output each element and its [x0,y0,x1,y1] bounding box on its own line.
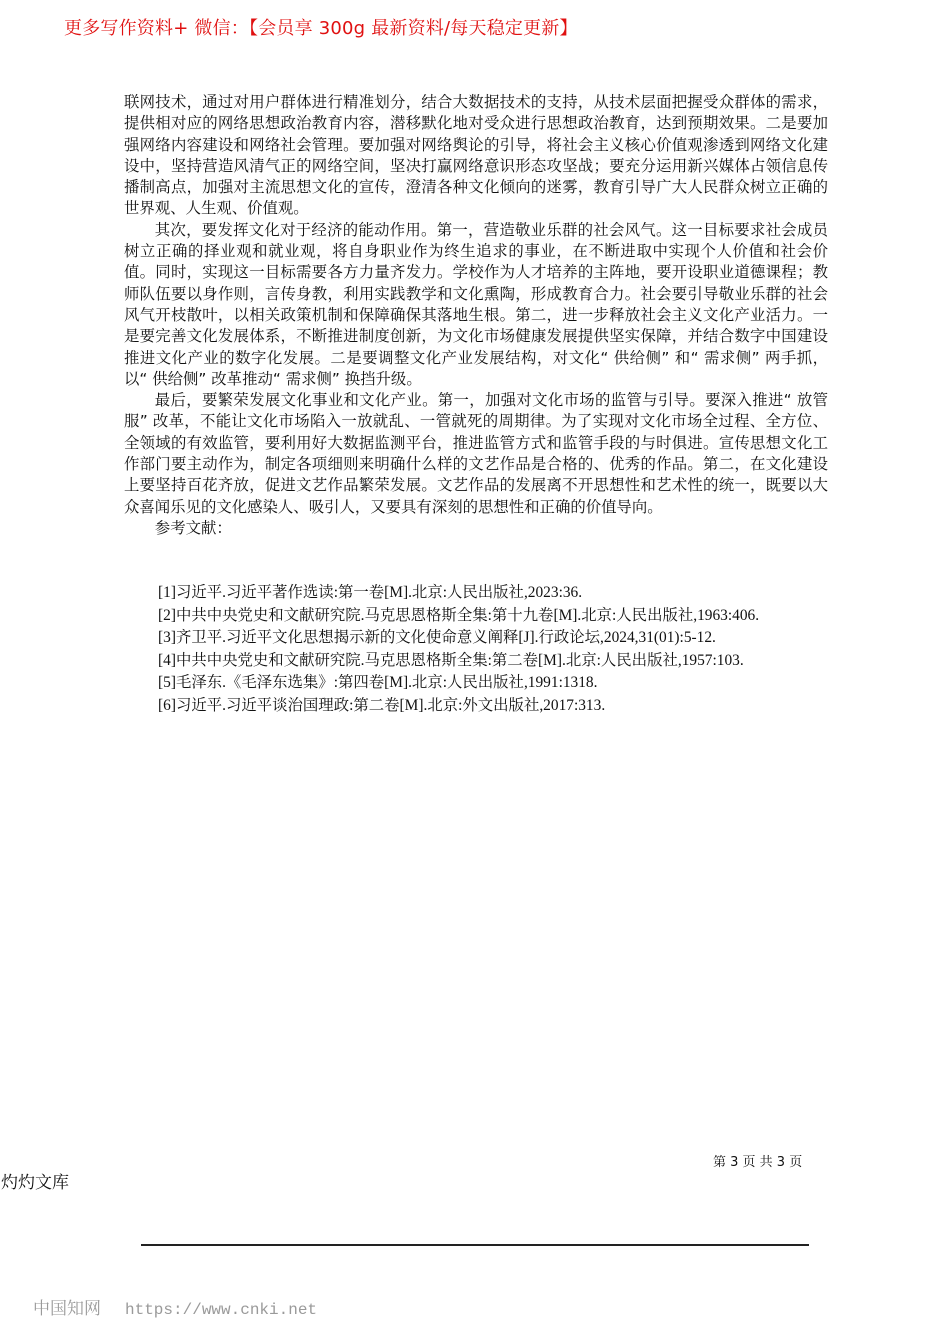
page-number: 第 3 页 共 3 页 [713,1155,803,1170]
reference-item: [4]中共中央党史和文献研究院.马克思恩格斯全集:第二卷[M].北京:人民出版社,1957:103. [158,651,744,669]
promo-banner: 更多写作资料+ 微信：【会员享 300g 最新资料/每天稳定更新】 [64,18,578,39]
watermark-url: https://www.cnki.net [125,1301,318,1319]
reference-item: [6]习近平.习近平谈治国理政:第二卷[M].北京:外文出版社,2017:313. [158,696,606,714]
footer-divider [141,1244,809,1246]
reference-item: [2]中共中央党史和文献研究院.马克思恩格斯全集:第十九卷[M].北京:人民出版社,1963:406. [158,606,760,624]
cnki-watermark [33,1294,317,1319]
body-paragraph: 最后，要繁荣发展文化事业和文化产业。第一，加强对文化市场的监管与引导。要深入推进“ 放管服” 改革，不能让文化市场陷入一放就乱、一管就死的周期律。为了实现对文化市场全过程、全方位、全领域的有效监管，要利用好大数据监测平台，推进监管方式和监管手段的与时俱进。宣传思想文化工作部门要主动作为，制定各项细则来明确什么样的文艺作品是合格的、优秀的作品。第二，在文化建设上要坚持百花齐放，促进文艺作品繁荣发展。文艺作品的发展离不开思想性和艺术性的统一，既要以大众喜闻乐见的文化感染人、吸引人，又要具有深刻的思想性和正确的价值导向。 [124,391,828,516]
body-paragraph: 联网技术，通过对用户群体进行精准划分，结合大数据技术的支持，从技术层面把握受众群体的需求，提供相对应的网络思想政治教育内容，潜移默化地对受众进行思想政治教育，达到预期效果。二是要加强网络内容建设和网络社会管理。要加强对网络舆论的引导，将社会主义核心价值观渗透到网络文化建设中，坚持营造风清气正的网络空间，坚决打赢网络意识形态攻坚战；要充分运用新兴媒体占领信息传播制高点，加强对主流思想文化的宣传，澄清各种文化倾向的迷雾，教育引导广大人民群众树立正确的世界观、人生观、价值观。 [124,93,828,218]
library-name: 灼灼文库 [1,1173,69,1193]
reference-item: [1]习近平.习近平著作选读:第一卷[M].北京:人民出版社,2023:36. [158,584,583,601]
body-paragraph: 其次，要发挥文化对于经济的能动作用。第一，营造敬业乐群的社会风气。这一目标要求社会成员树立正确的择业观和就业观，将自身职业作为终生追求的事业，在不断进取中实现个人价值和社会价值。同时，实现这一目标需要各方力量齐发力。学校作为人才培养的主阵地，要开设职业道德课程；教师队伍要以身作则，言传身教，利用实践教学和文化熏陶，形成教育合力。社会要引导敬业乐群的社会风气开枝散叶，以相关政策机制和保障确保其落地生根。第二，进一步释放社会主义文化产业活力。一是要完善文化发展体系，不断推进制度创新，为文化市场健康发展提供坚实保障，并结合数字中国建设推进文化产业的数字化发展。二是要调整文化产业发展结构，对文化“ 供给侧” 和“ 需求侧” 两手抓，以“ 供给侧” 改革推动“ 需求侧” 换挡升级。 [124,220,828,388]
references-title: 参考文献： [154,518,232,537]
references-list [158,582,838,718]
watermark-name: 中国知网 [33,1299,101,1319]
reference-item: [3]齐卫平.习近平文化思想揭示新的文化使命意义阐释[J].行政论坛,2024,31(01):5-12. [158,629,716,647]
reference-item: [5]毛泽东.《毛泽东选集》:第四卷[M].北京:人民出版社,1991:1318. [158,674,598,692]
document-body [124,92,828,539]
